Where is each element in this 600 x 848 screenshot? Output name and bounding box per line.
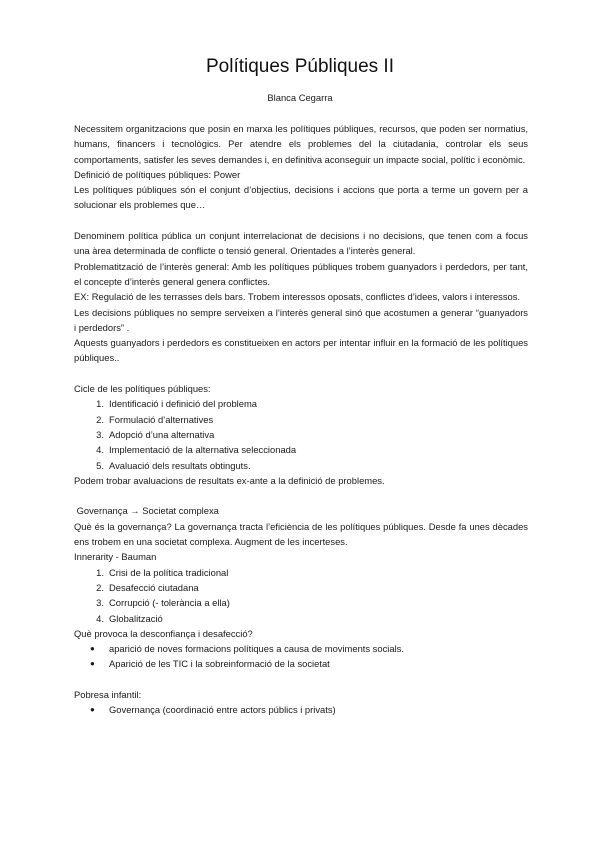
distrust-heading: Què provoca la desconfiança i desafecció?: [74, 627, 253, 639]
list-item: [74, 641, 528, 656]
poverty-list: [74, 702, 528, 717]
list-item: [74, 580, 528, 595]
bullet-icon: ●: [90, 659, 95, 669]
list-item: [74, 458, 528, 473]
list-item-text: Desafecció ciutadana: [109, 581, 199, 593]
decisions-paragraph: Les decisions públiques no sempre serveixen a l’interès general sinó que acostumen a generar “guanyadors i perdedors” .: [74, 306, 528, 333]
innerarity-heading: Innerarity - Bauman: [74, 551, 157, 563]
spacer: [74, 366, 528, 381]
list-number: 3.: [96, 428, 104, 440]
denominem-paragraph: Denominem política pública un conjunt interrelacionat de decisions i no decisions, que tenen com a focus una àrea determinada de conflicte o tensió general. Orientades a l’interès general.: [74, 230, 528, 257]
problematitzacio-paragraph: Problematització de l’interès general: Amb les polítiques públiques trobem guanyadors i perdedors, per tant, el concepte d’interès general genera conflictes.: [74, 260, 528, 287]
spacer: [74, 672, 528, 687]
cycle-note: Podem trobar avaluacions de resultats ex-ante a la definició de problemes.: [74, 474, 385, 486]
list-item-text: Globalització: [109, 612, 163, 624]
list-number: 1.: [96, 566, 104, 578]
list-item-text: Avaluació dels resultats obtinguts.: [109, 459, 251, 471]
list-item: [74, 656, 528, 671]
list-item-text: Aparició de les TIC i la sobreinformació de la societat: [109, 658, 330, 670]
list-item: [74, 595, 528, 610]
bullet-icon: ●: [90, 705, 95, 715]
list-item: [74, 396, 528, 411]
list-item-text: Crisi de la política tradicional: [109, 566, 229, 578]
intro-paragraph: Necessitem organitzacions que posin en marxa les polítiques públiques, recursos, que poden ser normatius, humans, financers i tecnològics. Per atendre els problemes del la ciutadania, controlar els seus comportaments, satisfer les seves demandes i, en definitiva aconseguir un impacte social, polític i econòmic.: [74, 123, 528, 165]
example-paragraph: EX: Regulació de les terrasses dels bars. Trobem interessos oposats, conflictes d’idees, valors i interessos.: [74, 291, 521, 303]
list-item: [74, 702, 528, 717]
poverty-heading: Pobresa infantil:: [74, 688, 142, 700]
list-item: [74, 611, 528, 626]
cycle-list: [74, 396, 528, 472]
distrust-list: [74, 641, 528, 672]
list-number: 2.: [96, 581, 104, 593]
definition-heading: Definició de polítiques públiques: Power: [74, 168, 241, 180]
author-name: Blanca Cegarra: [267, 92, 333, 103]
page-title: Polítiques Públiques II: [205, 56, 394, 77]
list-number: 5.: [96, 459, 104, 471]
governance-heading: Governança → Societat complexa: [74, 505, 219, 517]
list-item-text: Implementació de la alternativa seleccionada: [109, 444, 297, 456]
list-item: [74, 427, 528, 442]
bullet-icon: ●: [90, 644, 95, 654]
spacer: [74, 213, 528, 228]
list-number: 4.: [96, 612, 104, 624]
list-item-text: Identificació i definició del problema: [109, 398, 257, 410]
list-item-text: Corrupció (- tolerància a ella): [109, 597, 230, 609]
governance-paragraph: Què és la governança? La governança tracta l’eficiència de les polítiques públiques. Desde fa unes dècades ens trobem en una societat complexa. Augment de les incerteses.: [74, 520, 528, 548]
aquests-paragraph: Aquests guanyadors i perdedors es constitueixen en actors per intentar influir en la formació de les polítiques públiques..: [74, 337, 528, 364]
document-body: [74, 121, 528, 718]
definition-paragraph: Les polítiques públiques són el conjunt d’objectius, decisions i accions que porta a terme un govern per a solucionar els problemes que…: [74, 184, 528, 211]
list-item-text: Formulació d’alternatives: [109, 413, 214, 425]
list-item: [74, 565, 528, 580]
list-item-text: Governança (coordinació entre actors públics i privats): [109, 704, 336, 716]
list-item: [74, 412, 528, 427]
cycle-heading: Cicle de les polítiques públiques:: [74, 383, 211, 395]
list-item-text: Adopció d’una alternativa: [109, 428, 215, 440]
innerarity-list: [74, 565, 528, 626]
list-number: 1.: [96, 398, 104, 410]
list-number: 4.: [96, 444, 104, 456]
list-item-text: aparició de noves formacions polítiques a causa de moviments socials.: [109, 643, 404, 655]
list-number: 2.: [96, 413, 104, 425]
spacer: [74, 488, 528, 503]
list-item: [74, 442, 528, 457]
list-number: 3.: [96, 597, 104, 609]
